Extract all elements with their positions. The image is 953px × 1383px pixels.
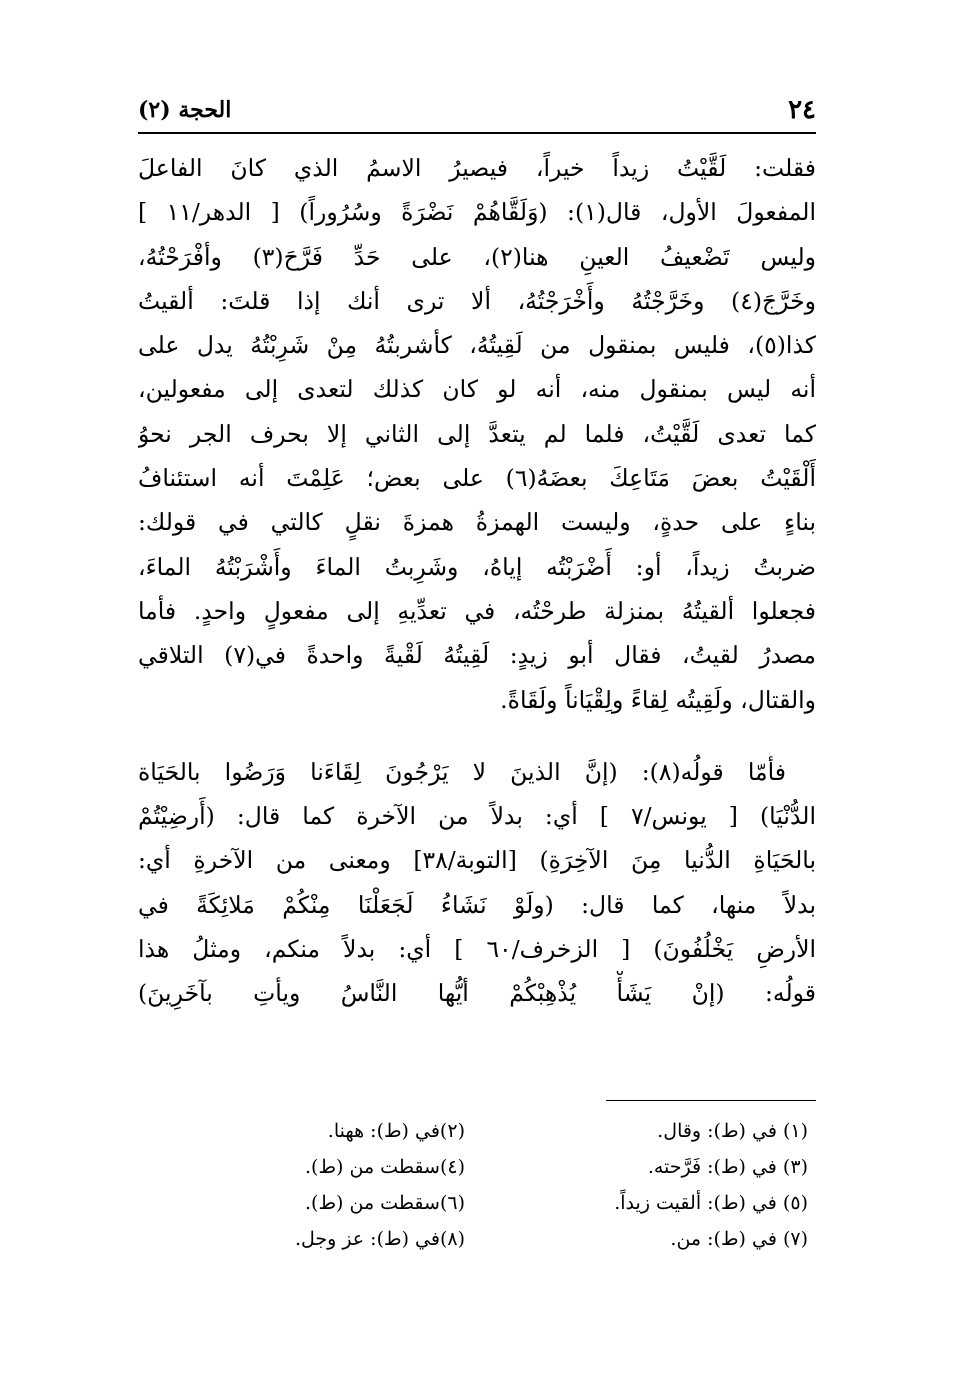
- text-line: بدلاً منها، كما قال: (ولَوْ نَشَاءُ لَجَعَلْنَا مِنْكُمْ مَلائِكَةً في: [138, 890, 816, 919]
- footnote-1: (١) في (ط): وقال.: [657, 1120, 808, 1142]
- text-line: الدُّنْيَا) [ يونس/٧ ] أي: بدلاً من الآخرة كما قال: (أَرضِيْتُمْ: [138, 802, 816, 831]
- footnote-4: (٤)سقطت من (ط).: [305, 1156, 465, 1178]
- text-line: قولُه: (إنْ يَشَأْ يُذْهِبْكُمْ أيُّها النَّاسُ ويأتِ بآخَرِينَ): [138, 979, 816, 1008]
- footnote-3: (٣) في (ط): فَرَّحته.: [647, 1156, 808, 1178]
- text-line: والقتال، ولَقِيتُه لِقاءً ولِقْيَاناً ولَقَاةً.: [500, 685, 816, 714]
- paragraph-2: [138, 750, 816, 1016]
- text-line: فأمّا قولُه(٨): (إنَّ الذينَ لا يَرْجُونَ لِقَاءَنا وَرَضُوا بالحَيَاة: [138, 757, 786, 786]
- text-line: وخَرَّجَ(٤) وخَرَّجْتُهُ وأَخْرَجْتُهُ، ألا ترى أنك إذا قلتَ: ألقيتُ: [138, 286, 816, 315]
- text-line: كما تعدى لَقَّيْتُ، فلما لم يتعدَّ إلى الثاني إلا بحرف الجر نحوُ: [138, 419, 816, 448]
- text-line: مصدرُ لقيتُ، فقال أبو زيدٍ: لَقِيتُهُ لَقْيةً واحدةً في(٧) التلاقي: [138, 641, 816, 670]
- footnote-divider: [606, 1100, 816, 1101]
- text-line: فجعلوا ألقيتُهُ بمنزلة طرحْتُه، في تعدِّيهِ إلى مفعولٍ واحدٍ. فأما: [138, 596, 816, 625]
- footnote-grid: [138, 1113, 816, 1257]
- footnote-7: (٧) في (ط): من.: [670, 1228, 808, 1250]
- text-line: فقلت: لَقَّيْتُ زيداً خيراً، فيصيرُ الاسمُ الذي كانَ الفاعلَ: [138, 154, 816, 182]
- paragraph-1: [138, 146, 816, 722]
- text-line: أنه ليس بمنقول منه، أنه لو كان كذلك لتعدى إلى مفعولين،: [138, 375, 816, 404]
- text-line: الأرضِ يَخْلُفُونَ) [ الزخرف/٦٠ ] أي: بدلاً منكم، ومثلُ هذا: [138, 935, 816, 964]
- text-line: ضربتُ زيداً، أو: أَضْرَبْتُه إياهُ، وشَرِبتُ الماءَ وأَشْرَبْتُهُ الماءَ،: [138, 552, 816, 581]
- text-line: أَلْقَيْتُ بعضَ مَتَاعِكَ بعضَهُ(٦) على بعض؛ عَلِمْتَ أنه استئنافُ: [138, 464, 816, 493]
- page-number: ٢٤: [788, 95, 816, 125]
- text-line: وليس تَضْعيفُ العينِ هنا(٢)، على حَدِّ فَرَّحَ(٣) وأفْرَحْتُهُ،: [138, 242, 816, 271]
- main-text: [138, 146, 816, 1016]
- text-line: كذا(٥)، فليس بمنقول من لَقِيتُهُ، كأشربتُهُ مِنْ شَرِبْتُهُ يدل على: [138, 331, 816, 360]
- footnote-5: (٥) في (ط): ألقيت زيداً.: [614, 1192, 808, 1214]
- footnote-6: (٦)سقطت من (ط).: [305, 1192, 465, 1214]
- footnote-8: (٨)في (ط): عز وجل.: [294, 1228, 465, 1250]
- text-line: بناءٍ على حدةٍ، وليست الهمزةُ همزةَ نقلٍ كالتي في قولك:: [138, 508, 816, 537]
- running-title: الحجة (٢): [138, 97, 232, 123]
- footnotes: [138, 1100, 816, 1257]
- footnote-2: (٢)في (ط): ههنا.: [327, 1120, 465, 1142]
- text-line: بالحَيَاةِ الدُّنيا مِنَ الآخِرَةِ) [التوبة/٣٨] ومعنى من الآخرةِ أي:: [138, 846, 816, 875]
- text-line: المفعولَ الأول، قال(١): (وَلَقَّاهُمْ نَضْرَةً وسُرُوراً) [ الدهر/١١ ]: [138, 198, 816, 227]
- page-header: [138, 92, 816, 134]
